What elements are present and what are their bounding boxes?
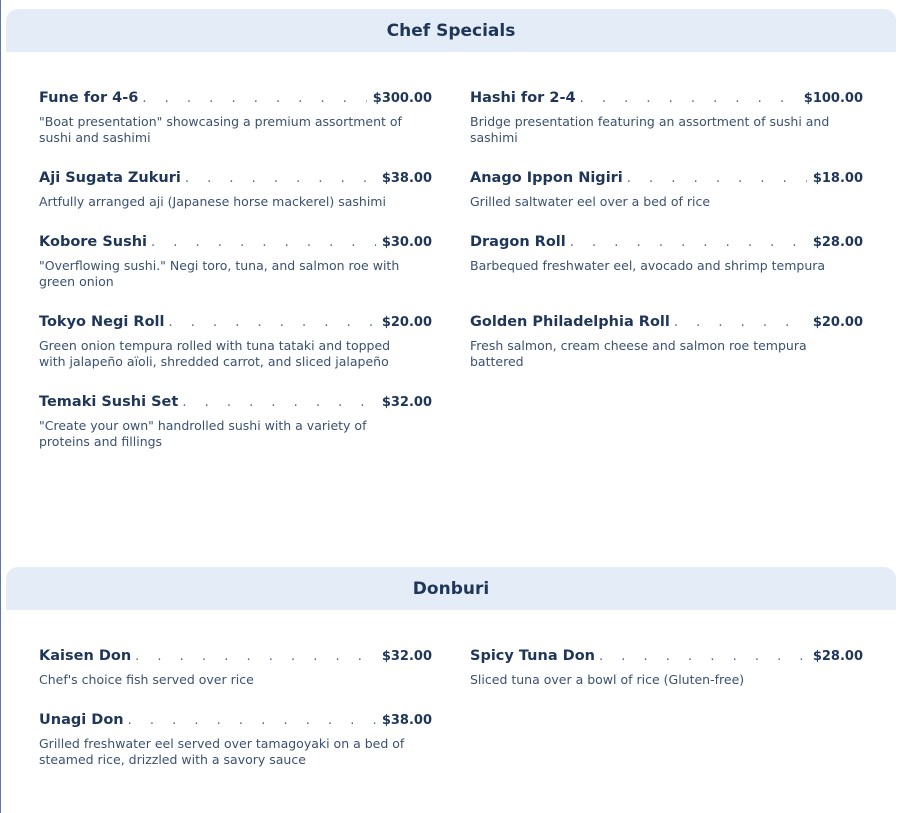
item-price: $32.00 <box>381 395 432 410</box>
item-name: Golden Philadelphia Roll <box>470 314 670 330</box>
menu-item <box>39 234 432 290</box>
item-price: $30.00 <box>381 235 432 250</box>
section-title: Chef Specials <box>386 20 516 41</box>
menu-grid-chef-specials <box>39 90 863 474</box>
item-name: Tokyo Negi Roll <box>39 314 165 330</box>
item-price: $20.00 <box>381 315 432 330</box>
item-name: Temaki Sushi Set <box>39 394 179 410</box>
item-price: $18.00 <box>812 171 863 186</box>
item-description: Green onion tempura rolled with tuna tataki and topped with jalapeño aïoli, shredded carrot, and sliced jalapeño <box>39 338 391 369</box>
item-name: Kaisen Don <box>39 648 132 664</box>
item-price: $32.00 <box>381 649 432 664</box>
item-description: Artfully arranged aji (Japanese horse mackerel) sashimi <box>39 194 386 209</box>
dot-leader <box>128 713 376 728</box>
section-header-chef-specials <box>6 9 896 52</box>
item-description: Sliced tuna over a bowl of rice (Gluten-free) <box>470 672 745 687</box>
dot-leader <box>627 171 807 186</box>
menu-item <box>39 170 432 210</box>
menu-item <box>470 314 863 370</box>
item-price: $28.00 <box>812 649 863 664</box>
menu-item <box>39 394 432 450</box>
menu-item <box>39 90 432 146</box>
menu-item <box>470 648 863 688</box>
item-name: Dragon Roll <box>470 234 566 250</box>
item-price: $20.00 <box>812 315 863 330</box>
dot-leader <box>580 91 798 106</box>
item-price: $38.00 <box>381 171 432 186</box>
dot-leader <box>570 235 807 250</box>
item-price: $38.00 <box>381 713 432 728</box>
menu-grid-donburi <box>39 648 863 792</box>
item-description: "Overflowing sushi." Negi toro, tuna, and salmon roe with green onion <box>39 258 400 289</box>
dot-leader <box>674 315 807 330</box>
item-description: Grilled freshwater eel served over tamagoyaki on a bed of steamed rice, drizzled with a savory sauce <box>39 736 405 767</box>
item-name: Anago Ippon Nigiri <box>470 170 623 186</box>
left-border <box>0 0 1 813</box>
dot-leader <box>182 395 376 410</box>
item-name: Fune for 4-6 <box>39 90 139 106</box>
menu-item <box>470 234 863 290</box>
section-header-donburi <box>6 567 896 610</box>
item-name: Unagi Don <box>39 712 124 728</box>
item-price: $300.00 <box>372 91 432 106</box>
item-description: Bridge presentation featuring an assortment of sushi and sashimi <box>470 114 830 145</box>
item-description: "Boat presentation" showcasing a premium assortment of sushi and sashimi <box>39 114 402 145</box>
dot-leader <box>135 649 376 664</box>
menu-item <box>39 314 432 370</box>
item-name: Hashi for 2-4 <box>470 90 576 106</box>
dot-leader <box>151 235 376 250</box>
item-price: $28.00 <box>812 235 863 250</box>
menu-item <box>470 90 863 146</box>
dot-leader <box>599 649 807 664</box>
item-description: Barbequed freshwater eel, avocado and shrimp tempura <box>470 258 826 273</box>
item-description: Grilled saltwater eel over a bed of rice <box>470 194 711 209</box>
item-name: Spicy Tuna Don <box>470 648 595 664</box>
menu-item <box>39 648 432 688</box>
item-description: Chef's choice fish served over rice <box>39 672 254 687</box>
item-description: "Create your own" handrolled sushi with a variety of proteins and fillings <box>39 418 367 449</box>
menu-item <box>39 712 432 768</box>
dot-leader <box>142 91 366 106</box>
section-title: Donburi <box>412 578 490 599</box>
item-price: $100.00 <box>803 91 863 106</box>
dot-leader <box>168 315 375 330</box>
item-name: Kobore Sushi <box>39 234 148 250</box>
menu-item <box>470 170 863 210</box>
item-name: Aji Sugata Zukuri <box>39 170 181 186</box>
dot-leader <box>185 171 376 186</box>
item-description: Fresh salmon, cream cheese and salmon roe tempura battered <box>470 338 807 369</box>
